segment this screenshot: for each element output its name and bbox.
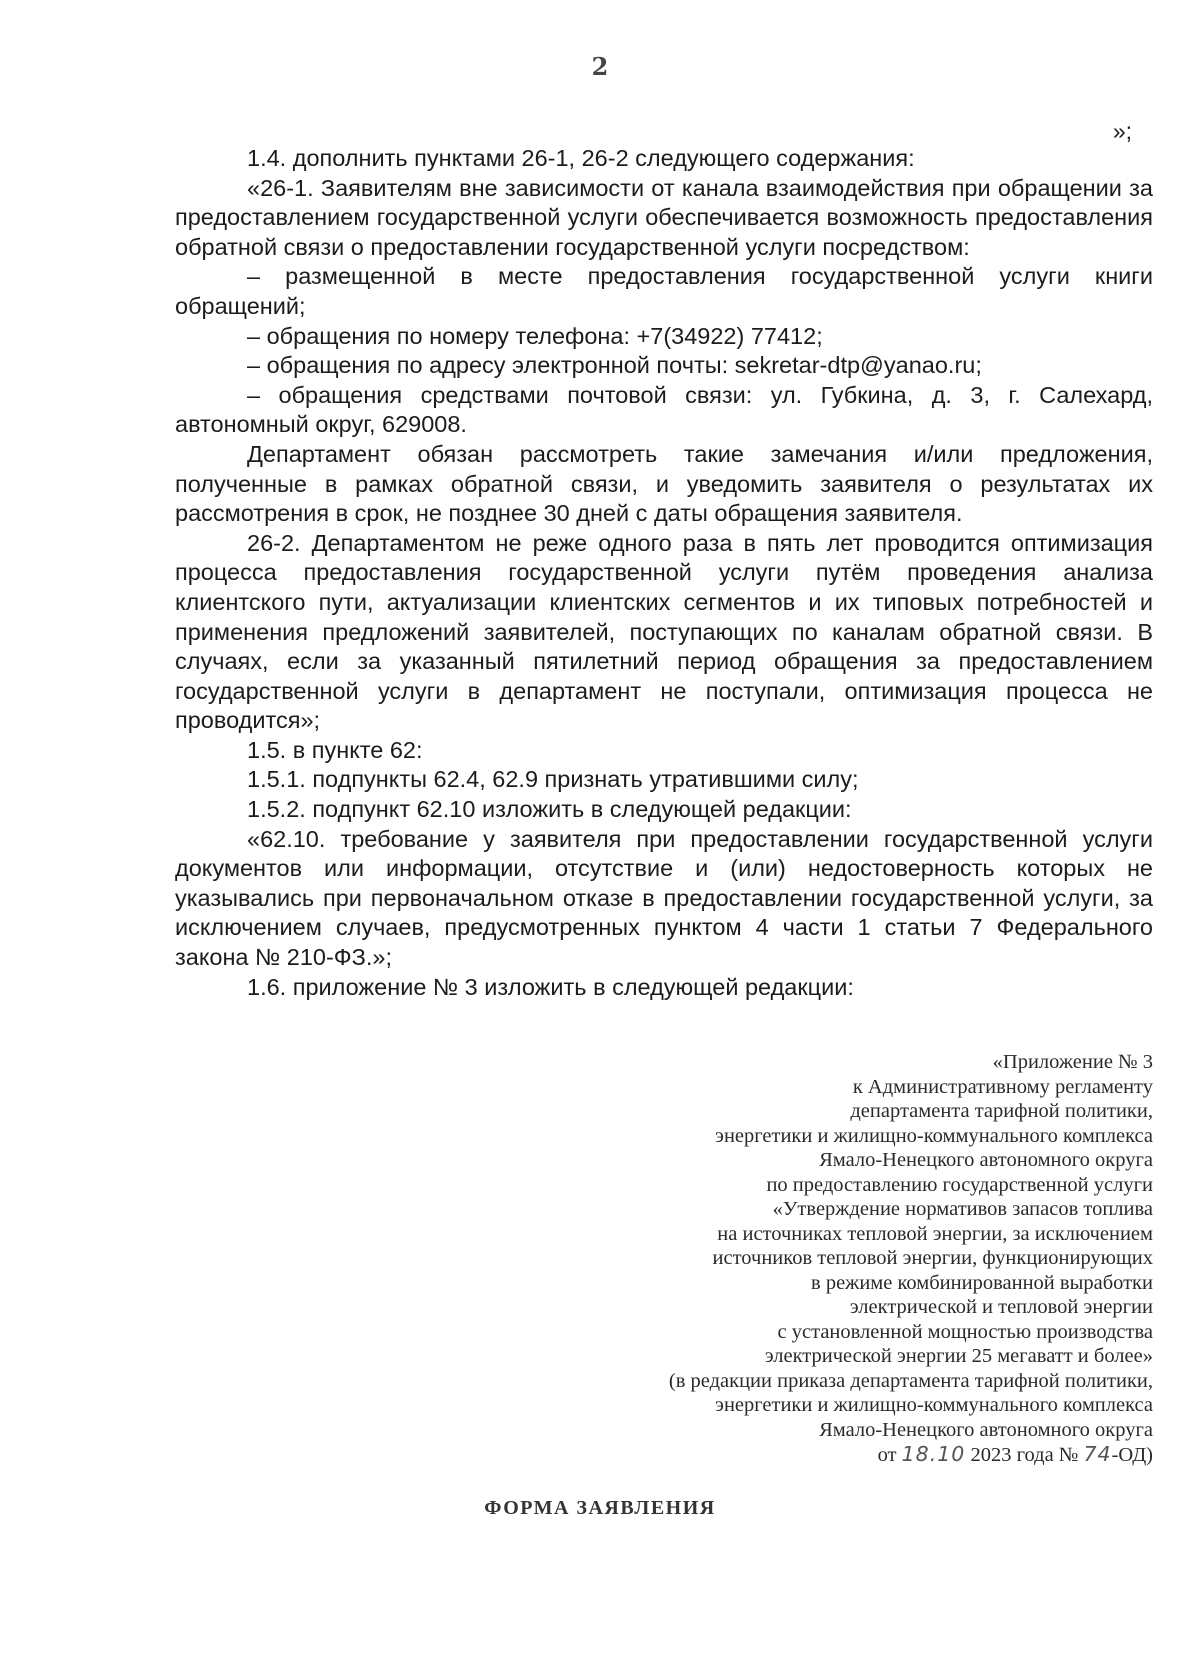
list-item-post: – обращения средствами почтовой связи: ул. Губкина, д. 3, г. Салехард, автономный округ, 629008.: [175, 381, 1153, 438]
appendix-line: энергетики и жилищно-коммунального комплекса: [715, 1394, 1153, 1416]
closing-quote: »;: [1112, 118, 1132, 144]
paragraph-department-obligation: Департамент обязан рассмотреть такие замечания и/или предложения, полученные в рамках обратной связи, и уведомить заявителя о результатах их рассмотрения в срок, не позднее 30 дней с даты обращения заявителя.: [175, 440, 1153, 527]
paragraph-1-5: 1.5. в пункте 62:: [247, 736, 423, 763]
appendix-line: в режиме комбинированной выработки: [811, 1271, 1153, 1294]
list-item-book: – размещенной в месте предоставления государственной услуги книги обращений;: [175, 263, 1153, 319]
appendix-line: энергетики и жилищно-коммунального комплекса: [715, 1124, 1153, 1147]
paragraph-1-4: 1.4. дополнить пунктами 26-1, 26-2 следующего содержания:: [247, 145, 915, 171]
appendix-header: [513, 1050, 1153, 1468]
paragraph-26-1: «26-1. Заявителям вне зависимости от канала взаимодействия при обращении за предоставлением государственной услуги обеспечивается возможность предоставления обратной связи о предоставлении государственной услуги посредством:: [175, 174, 1153, 260]
date-suffix: -ОД): [1111, 1444, 1153, 1466]
paragraph-1-5-2: 1.5.2. подпункт 62.10 изложить в следующей редакции:: [247, 796, 852, 823]
form-title: ФОРМА ЗАЯВЛЕНИЯ: [484, 1497, 716, 1519]
appendix-line: на источниках тепловой энергии, за исключением: [717, 1222, 1153, 1245]
appendix-line: Ямало-Ненецкого автономного округа: [819, 1149, 1153, 1171]
appendix-line: департамента тарифной политики,: [850, 1100, 1153, 1122]
appendix-line: к Административному регламенту: [852, 1075, 1153, 1098]
appendix-line: по предоставлению государственной услуги: [766, 1173, 1153, 1196]
paragraph-26-2: 26-2. Департаментом не реже одного раза в пять лет проводится оптимизация процесса предоставления государственной услуги путём проведения анализа клиентского пути, актуализации клиентских сегментов и их типовых потребностей и применения предложений заявителей, поступающих по каналам обратной связи. В случаях, если за указанный пятилетний период обращения за предоставлением государственной услуги в департамент не поступали, оптимизация процесса не проводится»;: [175, 529, 1153, 734]
list-item-email: – обращения по адресу электронной почты: sekretar-dtp@yanao.ru;: [247, 352, 982, 379]
paragraph-1-5-1: 1.5.1. подпункты 62.4, 62.9 признать утратившими силу;: [247, 766, 859, 793]
handwritten-date: 18.10: [901, 1442, 966, 1466]
appendix-line: «Утверждение нормативов запасов топлива: [772, 1198, 1153, 1220]
appendix-line: Ямало-Ненецкого автономного округа: [819, 1418, 1153, 1441]
appendix-date-line: [513, 1442, 1153, 1468]
appendix-line: с установленной мощностью производства: [777, 1320, 1153, 1343]
appendix-line: электрической энергии 25 мегаватт и более»: [764, 1345, 1153, 1367]
list-item-phone: – обращения по номеру телефона: +7(34922) 77412;: [247, 322, 823, 349]
appendix-line: «Приложение № 3: [992, 1051, 1153, 1073]
appendix-line: электрической и тепловой энергии: [849, 1296, 1153, 1318]
appendix-line: (в редакции приказа департамента тарифной политики,: [668, 1369, 1153, 1392]
body-text: [175, 144, 1153, 1002]
date-middle: 2023 года №: [970, 1444, 1079, 1466]
appendix-line: источников тепловой энергии, функционирующих: [712, 1247, 1153, 1269]
date-prefix: от: [877, 1444, 897, 1466]
page-number: 2: [591, 52, 609, 81]
handwritten-number: 74: [1083, 1442, 1112, 1466]
paragraph-1-6: 1.6. приложение № 3 изложить в следующей редакции:: [247, 973, 854, 1000]
paragraph-62-10: «62.10. требование у заявителя при предоставлении государственной услуги документов или информации, отсутствие и (или) недостоверность которых не указывались при первоначальном отказе в предоставлении государственной услуги, за исключением случаев, предусмотренных пунктом 4 части 1 статьи 7 Федерального закона № 210-ФЗ.»;: [175, 825, 1153, 971]
